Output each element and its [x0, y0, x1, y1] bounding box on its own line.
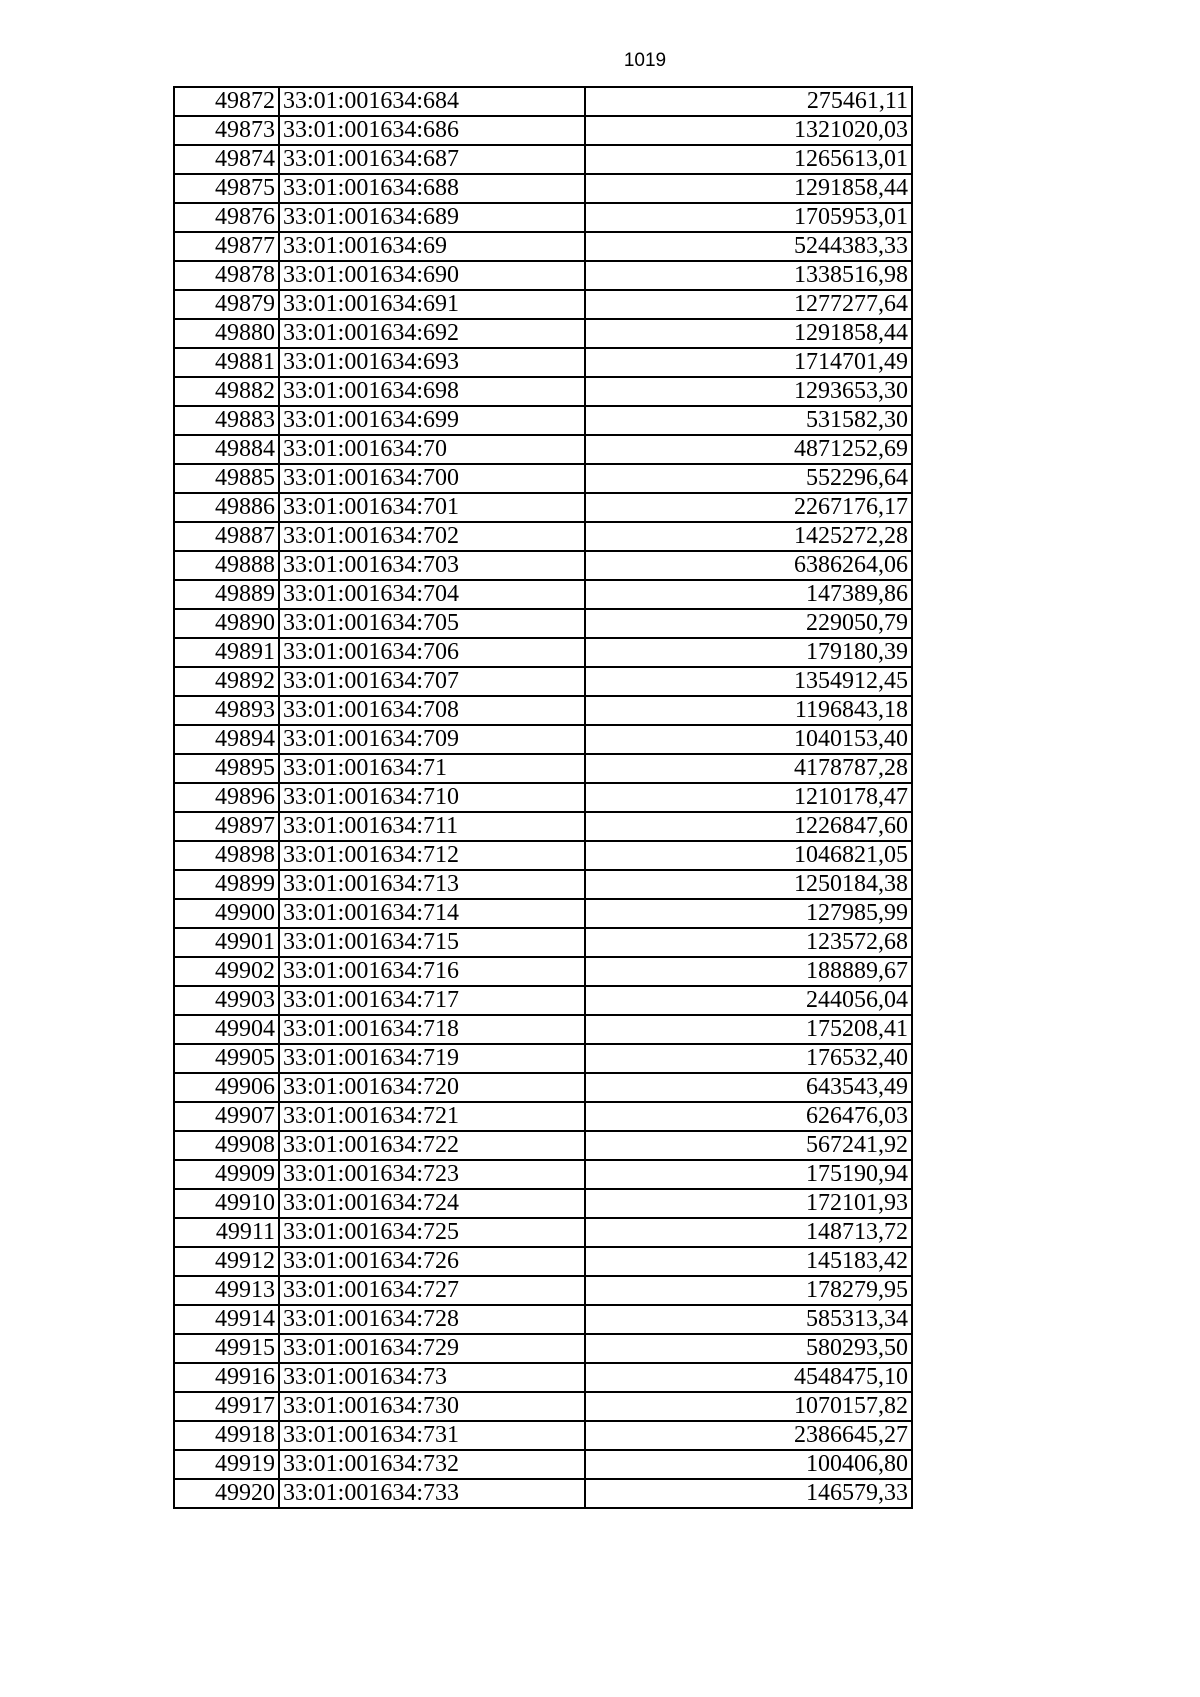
cadastral-number-cell: 33:01:001634:699 — [279, 406, 585, 435]
row-number-cell: 49883 — [174, 406, 279, 435]
row-number-cell: 49903 — [174, 986, 279, 1015]
row-number-cell: 49917 — [174, 1392, 279, 1421]
cadastral-number-cell: 33:01:001634:712 — [279, 841, 585, 870]
cadastral-number-cell: 33:01:001634:714 — [279, 899, 585, 928]
table-row — [174, 1102, 912, 1131]
table-row — [174, 1044, 912, 1073]
table-row — [174, 1276, 912, 1305]
table-row — [174, 1015, 912, 1044]
row-number-cell: 49909 — [174, 1160, 279, 1189]
row-number-cell: 49919 — [174, 1450, 279, 1479]
cadastral-number-cell: 33:01:001634:730 — [279, 1392, 585, 1421]
cadastral-number-cell: 33:01:001634:705 — [279, 609, 585, 638]
cadastral-number-cell: 33:01:001634:728 — [279, 1305, 585, 1334]
cadastral-number-cell: 33:01:001634:720 — [279, 1073, 585, 1102]
row-number-cell: 49874 — [174, 145, 279, 174]
table-row — [174, 290, 912, 319]
table-row — [174, 899, 912, 928]
cadastral-number-cell: 33:01:001634:69 — [279, 232, 585, 261]
row-number-cell: 49886 — [174, 493, 279, 522]
table-row — [174, 1392, 912, 1421]
value-cell: 147389,86 — [585, 580, 912, 609]
value-cell: 1291858,44 — [585, 174, 912, 203]
value-cell: 1293653,30 — [585, 377, 912, 406]
table-row — [174, 1189, 912, 1218]
cadastral-number-cell: 33:01:001634:721 — [279, 1102, 585, 1131]
value-cell: 1040153,40 — [585, 725, 912, 754]
cadastral-number-cell: 33:01:001634:726 — [279, 1247, 585, 1276]
value-cell: 2386645,27 — [585, 1421, 912, 1450]
table-row — [174, 812, 912, 841]
value-cell: 145183,42 — [585, 1247, 912, 1276]
row-number-cell: 49905 — [174, 1044, 279, 1073]
value-cell: 1210178,47 — [585, 783, 912, 812]
row-number-cell: 49906 — [174, 1073, 279, 1102]
cadastral-number-cell: 33:01:001634:708 — [279, 696, 585, 725]
row-number-cell: 49897 — [174, 812, 279, 841]
value-cell: 100406,80 — [585, 1450, 912, 1479]
cadastral-number-cell: 33:01:001634:703 — [279, 551, 585, 580]
value-cell: 531582,30 — [585, 406, 912, 435]
table-row — [174, 232, 912, 261]
value-cell: 1291858,44 — [585, 319, 912, 348]
row-number-cell: 49878 — [174, 261, 279, 290]
value-cell: 1425272,28 — [585, 522, 912, 551]
cadastral-number-cell: 33:01:001634:731 — [279, 1421, 585, 1450]
row-number-cell: 49876 — [174, 203, 279, 232]
cadastral-number-cell: 33:01:001634:707 — [279, 667, 585, 696]
table-row — [174, 522, 912, 551]
row-number-cell: 49873 — [174, 116, 279, 145]
value-cell: 175190,94 — [585, 1160, 912, 1189]
row-number-cell: 49893 — [174, 696, 279, 725]
table-row — [174, 696, 912, 725]
row-number-cell: 49920 — [174, 1479, 279, 1508]
cadastral-number-cell: 33:01:001634:706 — [279, 638, 585, 667]
table-row — [174, 348, 912, 377]
table-row — [174, 754, 912, 783]
value-cell: 244056,04 — [585, 986, 912, 1015]
row-number-cell: 49892 — [174, 667, 279, 696]
table-row — [174, 435, 912, 464]
cadastral-number-cell: 33:01:001634:700 — [279, 464, 585, 493]
table-row — [174, 638, 912, 667]
row-number-cell: 49896 — [174, 783, 279, 812]
table-row — [174, 203, 912, 232]
table-row — [174, 1334, 912, 1363]
table-row — [174, 464, 912, 493]
table-row — [174, 174, 912, 203]
row-number-cell: 49881 — [174, 348, 279, 377]
value-cell: 179180,39 — [585, 638, 912, 667]
cadastral-number-cell: 33:01:001634:725 — [279, 1218, 585, 1247]
table-row — [174, 841, 912, 870]
cadastral-number-cell: 33:01:001634:691 — [279, 290, 585, 319]
cadastral-number-cell: 33:01:001634:722 — [279, 1131, 585, 1160]
table-body — [174, 87, 912, 1508]
row-number-cell: 49882 — [174, 377, 279, 406]
cadastral-number-cell: 33:01:001634:689 — [279, 203, 585, 232]
row-number-cell: 49884 — [174, 435, 279, 464]
value-cell: 1265613,01 — [585, 145, 912, 174]
row-number-cell: 49895 — [174, 754, 279, 783]
value-cell: 275461,11 — [585, 87, 912, 116]
table-row — [174, 145, 912, 174]
cadastral-number-cell: 33:01:001634:687 — [279, 145, 585, 174]
cadastral-number-cell: 33:01:001634:732 — [279, 1450, 585, 1479]
cadastral-number-cell: 33:01:001634:718 — [279, 1015, 585, 1044]
row-number-cell: 49910 — [174, 1189, 279, 1218]
table-row — [174, 551, 912, 580]
row-number-cell: 49914 — [174, 1305, 279, 1334]
table-row — [174, 783, 912, 812]
value-cell: 1070157,82 — [585, 1392, 912, 1421]
table-row — [174, 319, 912, 348]
cadastral-number-cell: 33:01:001634:723 — [279, 1160, 585, 1189]
table-row — [174, 1479, 912, 1508]
value-cell: 4548475,10 — [585, 1363, 912, 1392]
table-row — [174, 406, 912, 435]
cadastral-number-cell: 33:01:001634:701 — [279, 493, 585, 522]
value-cell: 1354912,45 — [585, 667, 912, 696]
value-cell: 127985,99 — [585, 899, 912, 928]
table-row — [174, 1363, 912, 1392]
cadastral-number-cell: 33:01:001634:704 — [279, 580, 585, 609]
table-row — [174, 261, 912, 290]
table-row — [174, 1421, 912, 1450]
cadastral-value-table — [173, 86, 913, 1509]
row-number-cell: 49918 — [174, 1421, 279, 1450]
cadastral-number-cell: 33:01:001634:690 — [279, 261, 585, 290]
value-cell: 175208,41 — [585, 1015, 912, 1044]
value-cell: 1277277,64 — [585, 290, 912, 319]
cadastral-number-cell: 33:01:001634:684 — [279, 87, 585, 116]
cadastral-number-cell: 33:01:001634:698 — [279, 377, 585, 406]
row-number-cell: 49915 — [174, 1334, 279, 1363]
table-row — [174, 493, 912, 522]
cadastral-number-cell: 33:01:001634:733 — [279, 1479, 585, 1508]
table-row — [174, 580, 912, 609]
row-number-cell: 49885 — [174, 464, 279, 493]
cadastral-number-cell: 33:01:001634:724 — [279, 1189, 585, 1218]
table-row — [174, 377, 912, 406]
cadastral-number-cell: 33:01:001634:688 — [279, 174, 585, 203]
value-cell: 585313,34 — [585, 1305, 912, 1334]
value-cell: 229050,79 — [585, 609, 912, 638]
table-row — [174, 1073, 912, 1102]
row-number-cell: 49912 — [174, 1247, 279, 1276]
cadastral-number-cell: 33:01:001634:70 — [279, 435, 585, 464]
table-row — [174, 609, 912, 638]
table-row — [174, 1160, 912, 1189]
value-cell: 148713,72 — [585, 1218, 912, 1247]
row-number-cell: 49894 — [174, 725, 279, 754]
value-cell: 6386264,06 — [585, 551, 912, 580]
value-cell: 1046821,05 — [585, 841, 912, 870]
table-row — [174, 116, 912, 145]
table-row — [174, 986, 912, 1015]
row-number-cell: 49904 — [174, 1015, 279, 1044]
value-cell: 580293,50 — [585, 1334, 912, 1363]
row-number-cell: 49901 — [174, 928, 279, 957]
row-number-cell: 49879 — [174, 290, 279, 319]
value-cell: 178279,95 — [585, 1276, 912, 1305]
value-cell: 626476,03 — [585, 1102, 912, 1131]
value-cell: 1226847,60 — [585, 812, 912, 841]
row-number-cell: 49875 — [174, 174, 279, 203]
row-number-cell: 49872 — [174, 87, 279, 116]
value-cell: 2267176,17 — [585, 493, 912, 522]
value-cell: 172101,93 — [585, 1189, 912, 1218]
row-number-cell: 49911 — [174, 1218, 279, 1247]
row-number-cell: 49913 — [174, 1276, 279, 1305]
cadastral-number-cell: 33:01:001634:702 — [279, 522, 585, 551]
row-number-cell: 49916 — [174, 1363, 279, 1392]
value-cell: 1338516,98 — [585, 261, 912, 290]
table-row — [174, 957, 912, 986]
cadastral-number-cell: 33:01:001634:716 — [279, 957, 585, 986]
cadastral-number-cell: 33:01:001634:693 — [279, 348, 585, 377]
value-cell: 4178787,28 — [585, 754, 912, 783]
row-number-cell: 49907 — [174, 1102, 279, 1131]
value-cell: 188889,67 — [585, 957, 912, 986]
table-row — [174, 1247, 912, 1276]
value-cell: 146579,33 — [585, 1479, 912, 1508]
value-cell: 5244383,33 — [585, 232, 912, 261]
row-number-cell: 49891 — [174, 638, 279, 667]
row-number-cell: 49890 — [174, 609, 279, 638]
row-number-cell: 49900 — [174, 899, 279, 928]
cadastral-number-cell: 33:01:001634:709 — [279, 725, 585, 754]
row-number-cell: 49888 — [174, 551, 279, 580]
table-row — [174, 1218, 912, 1247]
value-cell: 552296,64 — [585, 464, 912, 493]
value-cell: 1321020,03 — [585, 116, 912, 145]
row-number-cell: 49880 — [174, 319, 279, 348]
cadastral-number-cell: 33:01:001634:71 — [279, 754, 585, 783]
cadastral-number-cell: 33:01:001634:73 — [279, 1363, 585, 1392]
table-row — [174, 87, 912, 116]
value-cell: 1196843,18 — [585, 696, 912, 725]
value-cell: 1250184,38 — [585, 870, 912, 899]
row-number-cell: 49889 — [174, 580, 279, 609]
cadastral-number-cell: 33:01:001634:717 — [279, 986, 585, 1015]
value-cell: 4871252,69 — [585, 435, 912, 464]
row-number-cell: 49898 — [174, 841, 279, 870]
table-row — [174, 870, 912, 899]
value-cell: 643543,49 — [585, 1073, 912, 1102]
table-row — [174, 1131, 912, 1160]
value-cell: 567241,92 — [585, 1131, 912, 1160]
cadastral-number-cell: 33:01:001634:729 — [279, 1334, 585, 1363]
table-row — [174, 1305, 912, 1334]
row-number-cell: 49902 — [174, 957, 279, 986]
cadastral-number-cell: 33:01:001634:711 — [279, 812, 585, 841]
table-row — [174, 1450, 912, 1479]
cadastral-number-cell: 33:01:001634:727 — [279, 1276, 585, 1305]
row-number-cell: 49899 — [174, 870, 279, 899]
table-row — [174, 667, 912, 696]
cadastral-number-cell: 33:01:001634:686 — [279, 116, 585, 145]
table-row — [174, 928, 912, 957]
cadastral-number-cell: 33:01:001634:692 — [279, 319, 585, 348]
cadastral-number-cell: 33:01:001634:715 — [279, 928, 585, 957]
table-row — [174, 725, 912, 754]
row-number-cell: 49887 — [174, 522, 279, 551]
value-cell: 1714701,49 — [585, 348, 912, 377]
value-cell: 1705953,01 — [585, 203, 912, 232]
value-cell: 123572,68 — [585, 928, 912, 957]
cadastral-number-cell: 33:01:001634:719 — [279, 1044, 585, 1073]
cadastral-number-cell: 33:01:001634:713 — [279, 870, 585, 899]
row-number-cell: 49908 — [174, 1131, 279, 1160]
page-number: 1019 — [623, 50, 667, 71]
cadastral-number-cell: 33:01:001634:710 — [279, 783, 585, 812]
value-cell: 176532,40 — [585, 1044, 912, 1073]
row-number-cell: 49877 — [174, 232, 279, 261]
